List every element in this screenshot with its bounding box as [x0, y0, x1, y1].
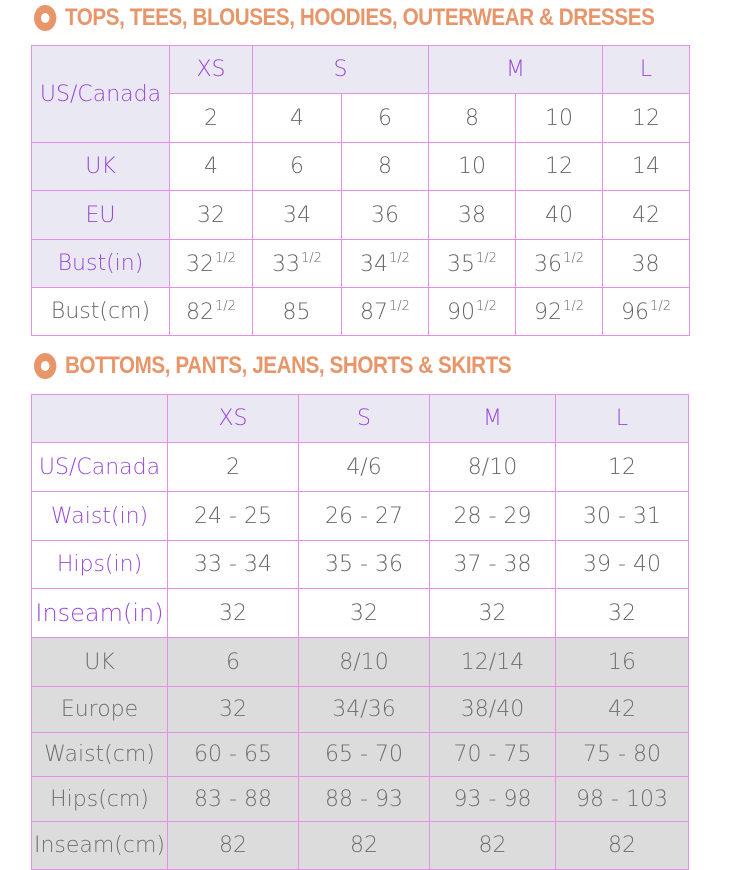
bust-in-cell — [170, 240, 253, 288]
bottoms-size-table — [31, 394, 689, 870]
table-cell: 83 - 88 — [168, 777, 299, 822]
table-cell: 28 - 29 — [430, 492, 556, 541]
table-cell: 70 - 75 — [430, 733, 556, 777]
bust-in-whole: 38 — [631, 251, 660, 277]
row-label: Hips(cm) — [32, 777, 168, 822]
circle-bullet-icon — [34, 353, 56, 379]
table-row — [32, 589, 689, 638]
bust-cm-fraction: 1/2 — [215, 298, 236, 314]
table-cell: 4/6 — [299, 443, 430, 492]
table-cell: 32 — [168, 589, 299, 638]
bust-in-cell — [253, 240, 342, 288]
table-cell: 98 - 103 — [556, 777, 689, 822]
size-header-xs: XS — [168, 395, 299, 443]
bust-in-fraction: 1/2 — [563, 250, 584, 266]
bust-cm-cell — [253, 288, 342, 336]
table-cell: 32 — [168, 687, 299, 733]
bust-in-whole: 34 — [360, 251, 389, 277]
table-cell: 2 — [168, 443, 299, 492]
us-size-cell: 12 — [603, 94, 690, 143]
uk-cell: 14 — [603, 143, 690, 191]
table-cell: 93 - 98 — [430, 777, 556, 822]
bust-cm-label: Bust(cm) — [32, 288, 170, 336]
table-cell: 38/40 — [430, 687, 556, 733]
row-label: Waist(cm) — [32, 733, 168, 777]
bust-in-fraction: 1/2 — [301, 250, 322, 266]
table-cell: 32 — [430, 589, 556, 638]
row-label: Hips(in) — [32, 541, 168, 589]
table-cell: 24 - 25 — [168, 492, 299, 541]
eu-cell: 38 — [429, 191, 516, 240]
eu-row — [32, 191, 690, 240]
eu-cell: 34 — [253, 191, 342, 240]
uk-label: UK — [32, 143, 170, 191]
row-label: Waist(in) — [32, 492, 168, 541]
uk-cell: 10 — [429, 143, 516, 191]
table-cell: 32 — [556, 589, 689, 638]
tops-size-table — [31, 45, 690, 336]
uk-cell: 8 — [342, 143, 429, 191]
table-cell: 30 - 31 — [556, 492, 689, 541]
bust-cm-fraction: 1/2 — [650, 298, 671, 314]
bust-cm-fraction: 1/2 — [476, 298, 497, 314]
size-header-m: M — [429, 46, 603, 94]
bust-in-cell — [603, 240, 690, 288]
eu-cell: 36 — [342, 191, 429, 240]
table-cell: 82 — [299, 822, 430, 870]
bust-cm-cell — [170, 288, 253, 336]
bust-in-cell — [429, 240, 516, 288]
size-header-s: S — [253, 46, 429, 94]
table-cell: 37 - 38 — [430, 541, 556, 589]
bust-cm-whole: 92 — [534, 299, 563, 325]
bust-cm-whole: 87 — [360, 299, 389, 325]
us-size-cell: 10 — [516, 94, 603, 143]
uk-cell: 6 — [253, 143, 342, 191]
table-cell: 12/14 — [430, 638, 556, 687]
bust-cm-fraction: 1/2 — [563, 298, 584, 314]
table-cell: 88 - 93 — [299, 777, 430, 822]
table-cell: 26 - 27 — [299, 492, 430, 541]
bottoms-header-row — [32, 395, 689, 443]
table-cell: 65 - 70 — [299, 733, 430, 777]
table-cell: 33 - 34 — [168, 541, 299, 589]
table-cell: 32 — [299, 589, 430, 638]
tops-section-title — [34, 3, 654, 33]
bust-in-row — [32, 240, 690, 288]
bust-cm-cell — [516, 288, 603, 336]
us-size-cell: 6 — [342, 94, 429, 143]
bust-in-fraction: 1/2 — [215, 250, 236, 266]
row-label: Europe — [32, 687, 168, 733]
table-cell: 60 - 65 — [168, 733, 299, 777]
table-row — [32, 687, 689, 733]
us-size-cell: 2 — [170, 94, 253, 143]
uk-row — [32, 143, 690, 191]
row-label: Inseam(cm) — [32, 822, 168, 870]
bust-cm-fraction: 1/2 — [389, 298, 410, 314]
table-row — [32, 733, 689, 777]
bust-in-cell — [342, 240, 429, 288]
table-row — [32, 777, 689, 822]
bust-cm-cell — [603, 288, 690, 336]
table-cell: 8/10 — [430, 443, 556, 492]
bust-in-whole: 35 — [447, 251, 476, 277]
bust-cm-whole: 85 — [282, 299, 311, 325]
bust-in-whole: 36 — [534, 251, 563, 277]
table-row — [32, 541, 689, 589]
size-header-s: S — [299, 395, 430, 443]
table-row — [32, 822, 689, 870]
header-blank-cell — [32, 395, 168, 443]
table-cell: 42 — [556, 687, 689, 733]
size-header-l: L — [556, 395, 689, 443]
eu-cell: 32 — [170, 191, 253, 240]
size-header-m: M — [430, 395, 556, 443]
table-cell: 8/10 — [299, 638, 430, 687]
circle-bullet-icon — [34, 5, 56, 31]
table-row — [32, 443, 689, 492]
size-header-xs: XS — [170, 46, 253, 94]
table-cell: 34/36 — [299, 687, 430, 733]
eu-cell: 42 — [603, 191, 690, 240]
table-cell: 75 - 80 — [556, 733, 689, 777]
bust-in-label: Bust(in) — [32, 240, 170, 288]
bust-cm-cell — [429, 288, 516, 336]
row-label: UK — [32, 638, 168, 687]
bust-cm-row — [32, 288, 690, 336]
bust-cm-whole: 82 — [186, 299, 215, 325]
bust-in-whole: 32 — [186, 251, 215, 277]
table-cell: 82 — [430, 822, 556, 870]
table-cell: 6 — [168, 638, 299, 687]
table-row — [32, 638, 689, 687]
bust-cm-whole: 90 — [447, 299, 476, 325]
row-label: Inseam(in) — [32, 589, 168, 638]
bust-in-cell — [516, 240, 603, 288]
row-label: US/Canada — [32, 443, 168, 492]
tops-title-text: TOPS, TEES, BLOUSES, HOODIES, OUTERWEAR & DRESSES — [64, 4, 655, 31]
uk-cell: 4 — [170, 143, 253, 191]
uk-cell: 12 — [516, 143, 603, 191]
table-cell: 35 - 36 — [299, 541, 430, 589]
table-cell: 82 — [168, 822, 299, 870]
eu-cell: 40 — [516, 191, 603, 240]
bust-in-fraction: 1/2 — [476, 250, 497, 266]
bust-cm-cell — [342, 288, 429, 336]
bottoms-title-text: BOTTOMS, PANTS, JEANS, SHORTS & SKIRTS — [64, 352, 512, 379]
table-cell: 82 — [556, 822, 689, 870]
region-label: US/Canada — [32, 46, 170, 143]
bust-in-fraction: 1/2 — [389, 250, 410, 266]
bust-in-whole: 33 — [272, 251, 301, 277]
table-cell: 12 — [556, 443, 689, 492]
table-cell: 39 - 40 — [556, 541, 689, 589]
eu-label: EU — [32, 191, 170, 240]
bust-cm-whole: 96 — [621, 299, 650, 325]
us-size-cell: 8 — [429, 94, 516, 143]
size-header-l: L — [603, 46, 690, 94]
table-cell: 16 — [556, 638, 689, 687]
table-row — [32, 492, 689, 541]
us-size-cell: 4 — [253, 94, 342, 143]
bottoms-section-title — [34, 351, 511, 381]
